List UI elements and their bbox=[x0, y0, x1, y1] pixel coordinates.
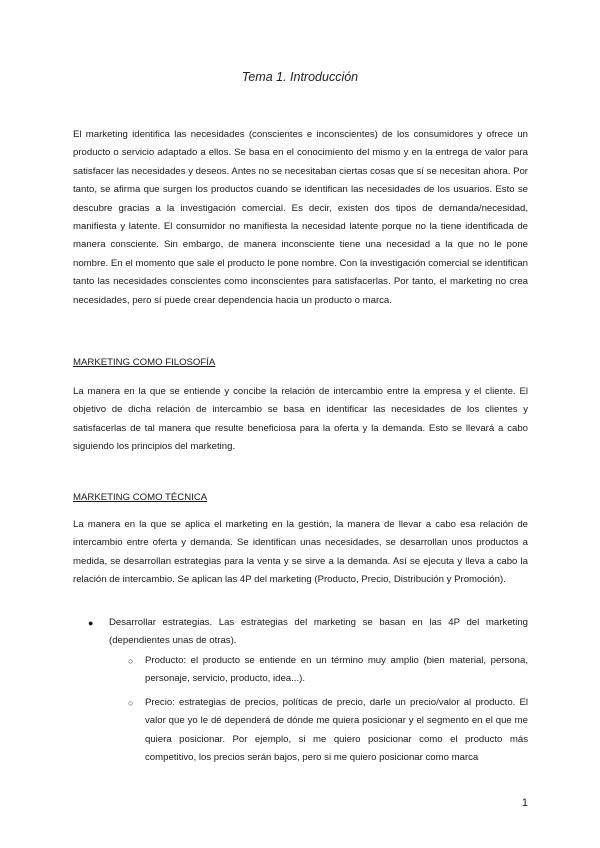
intro-paragraph: El marketing identifica las necesidades (conscientes e inconscientes) de los consumidores y ofrece un producto o servicio adaptado a ellos. Se basa en el conocimiento del mismo y en la entrega de valor para satisfacer las necesidades y deseos. Antes no se necesitaban ciertas cosas que sí se necesitan ahora. Por tanto, se afirma que surgen los productos cuando se identifican las necesidades de los usuarios. Esto se descubre gracias a la investigación comercial. Es decir, existen dos tipos de demanda/necesidad, manifiesta y latente. El consumidor no manifiesta la necesidad latente porque no la tiene identificada de manera consciente. Sin embargo, de manera inconsciente tiene una necesidad a la que no le pone nombre. En el momento que sale el producto le pone nombre. Con la investigación comercial se identifican tanto las necesidades conscientes como inconscientes para satisfacerlas. Por tanto, el marketing no crea necesidades, pero sí puede crear dependencia hacia un producto o marca. bbox=[73, 129, 528, 306]
bullet-icon: ● bbox=[88, 618, 94, 628]
page-number: 1 bbox=[521, 797, 528, 809]
section-heading-tecnica: MARKETING COMO TÉCNICA bbox=[73, 492, 208, 503]
page-title: Tema 1. Introducción bbox=[241, 70, 359, 84]
section-heading-filosofia: MARKETING COMO FILOSOFÍA bbox=[73, 357, 216, 368]
circle-bullet-icon: ○ bbox=[128, 656, 134, 666]
subbullet-text-precio: Precio: estrategias de precios, políticas de precio, darle un precio/valor al producto. El valor que yo le dé dependerá de dónde me quiera posicionar y el segmento en el que me quiera posicionar. Por ejemplo, si me quiero posicionar como el producto más competitivo, los precios serán bajos, pero si me quiero posicionar como marca bbox=[145, 697, 528, 764]
tecnica-paragraph: La manera en la que se aplica el marketing en la gestión, la manera de llevar a cabo esa relación de intercambio entre oferta y demanda. Se identifican unas necesidades, se desarrollan unos productos a medida, se desarrollan estrategias para la venta y se sirve a la demanda. Así se ejecuta y lleva a cabo la relación de intercambio. Se aplican las 4P del marketing (Producto, Precio, Distribución y Promoción). bbox=[73, 519, 528, 586]
subbullet-text-producto: Producto: el producto se entiende en un término muy amplio (bien material, persona, personaje, servicio, producto, idea...). bbox=[145, 655, 528, 685]
circle-bullet-icon: ○ bbox=[128, 698, 134, 708]
filosofia-paragraph: La manera en la que se entiende y concibe la relación de intercambio entre la empresa y el cliente. El objetivo de dicha relación de intercambio se basa en identificar las necesidades de los clientes y satisfacerlas de tal manera que resulte beneficiosa para la oferta y la demanda. Esto se llevará a cabo siguiendo los principios del marketing. bbox=[73, 386, 528, 453]
bullet-text: Desarrollar estrategias. Las estrategias del marketing se basan en las 4P del marketing (dependientes unas de otras). bbox=[109, 617, 528, 647]
